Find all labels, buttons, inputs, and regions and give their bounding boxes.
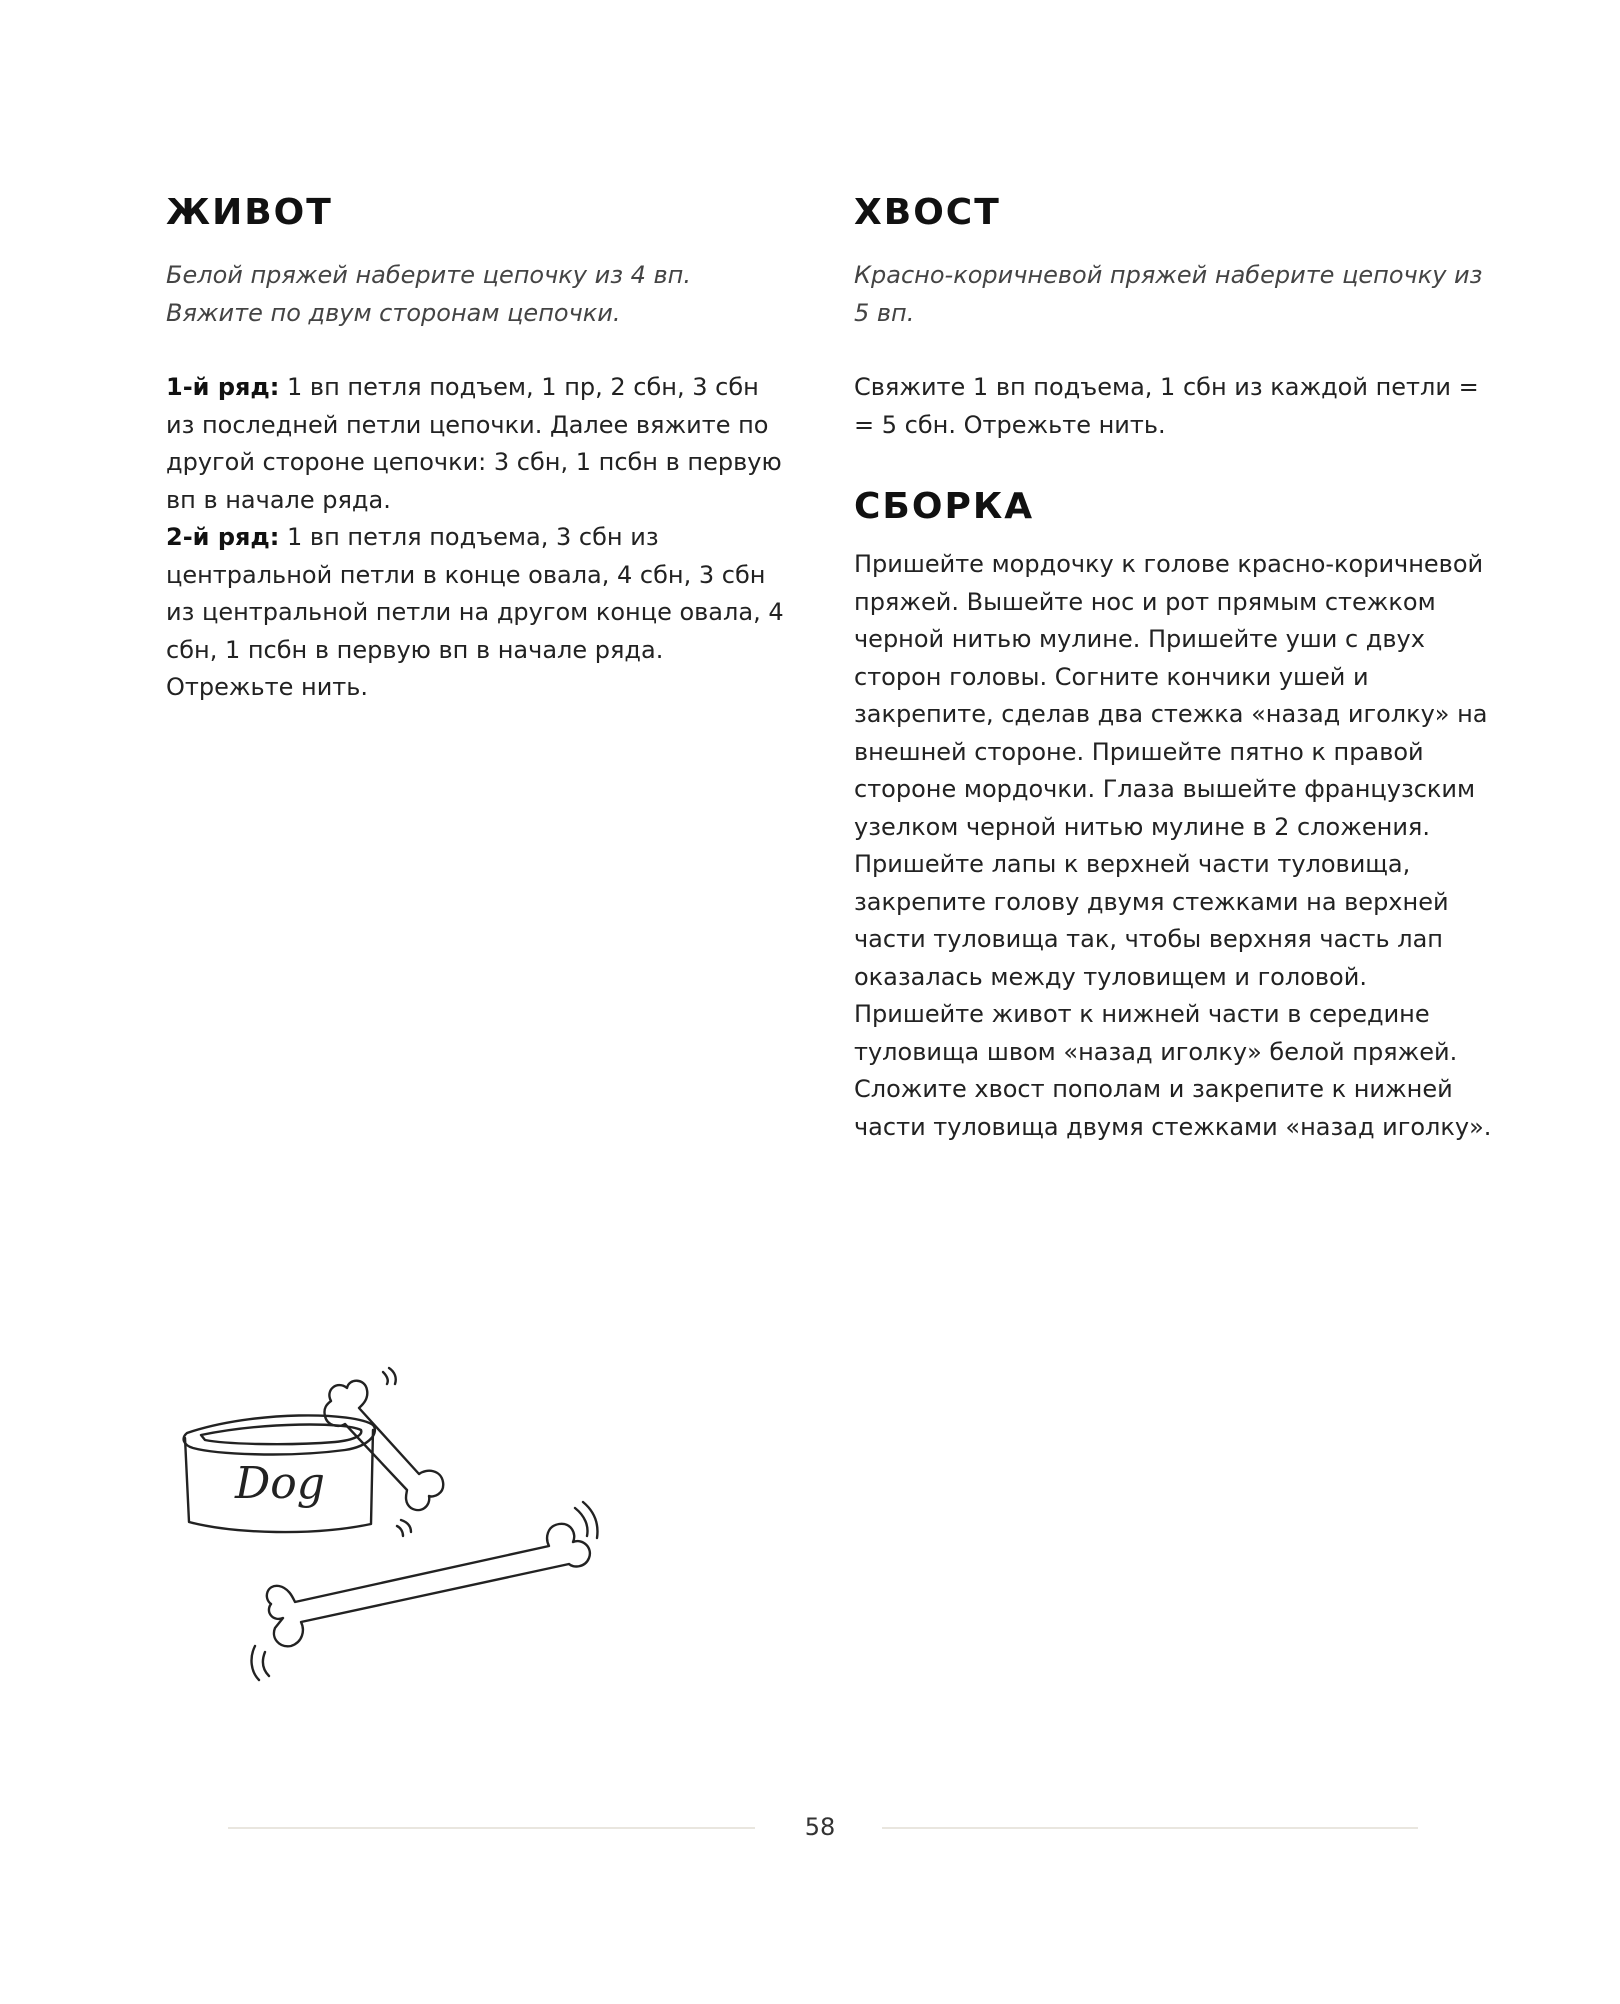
footer-rule-left bbox=[228, 1827, 755, 1829]
belly-intro: Белой пряжей наберите цепочку из 4 вп. Вяжите по двум сторонам цепочки. bbox=[166, 261, 691, 327]
assembly-heading: СБОРКА bbox=[854, 486, 1035, 527]
belly-row-1 bbox=[166, 369, 791, 519]
row-2-label: 2-й ряд: bbox=[166, 523, 280, 551]
row-1-text: 1 вп петля подъем, 1 пр, 2 сбн, 3 сбн из последней петли цепочки. Далее вяжите по другой стороне цепочки: 3 сбн, 1 псбн в первую вп в начале ряда. bbox=[166, 373, 782, 514]
page-number: 58 bbox=[804, 1813, 836, 1841]
right-column bbox=[854, 192, 1494, 1146]
assembly-text: Пришейте мордочку к голове красно-коричневой пряжей. Вышейте нос и рот прямым стежком черной нитью мулине. Пришейте уши с двух сторон головы. Согните кончики ушей и закрепите, сделав два стежка «назад иголку» на внешней стороне. Пришейте пятно к правой стороне мордочки. Глаза вышейте французским узелком черной нитью мулине в 2 сложения. Пришейте лапы к верхней части туловища, закрепите голову двумя стежками на верхней части туловища так, чтобы верхняя часть лап оказалась между туловищем и головой. Пришейте живот к нижней части в середине туловища швом «назад иголку» белой пряжей. Сложите хвост пополам и закрепите к нижней части туловища двумя стежками «назад иголку». bbox=[854, 550, 1492, 1141]
footer-rule-right bbox=[882, 1827, 1418, 1829]
left-column bbox=[166, 192, 791, 707]
dog-bowl-icon bbox=[184, 1415, 375, 1532]
tail-intro: Красно-коричневой пряжей наберите цепочку из 5 вп. bbox=[854, 261, 1483, 327]
belly-heading: ЖИВОТ bbox=[166, 192, 333, 233]
dog-bowl-illustration bbox=[175, 1350, 615, 1730]
tail-text: Свяжите 1 вп подъема, 1 сбн из каждой петли = = 5 сбн. Отрежьте нить. bbox=[854, 373, 1479, 439]
row-1-label: 1-й ряд: bbox=[166, 373, 280, 401]
row-2-text: 1 вп петля подъема, 3 сбн из центральной петли в конце овала, 4 сбн, 3 сбн из центральной петли на другом конце овала, 4 сбн, 1 псбн в первую вп в начале ряда. Отрежьте нить. bbox=[166, 523, 784, 701]
bone-icon bbox=[324, 1368, 443, 1536]
bowl-label: Dog bbox=[235, 1458, 325, 1509]
tail-heading: ХВОСТ bbox=[854, 192, 1001, 233]
belly-row-2 bbox=[166, 519, 791, 707]
bone-icon bbox=[252, 1502, 598, 1680]
